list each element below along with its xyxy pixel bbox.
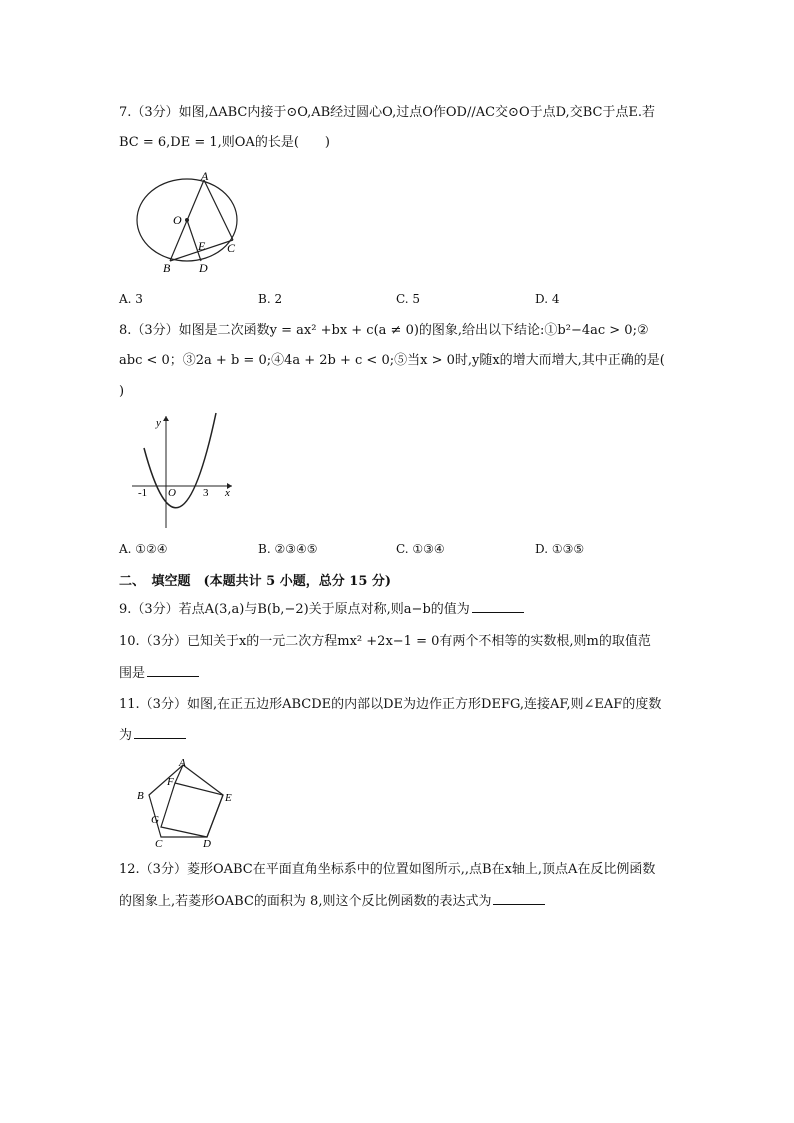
q11-answer-blank[interactable]	[134, 726, 186, 739]
label-y: y	[156, 417, 161, 429]
q8-figure	[128, 408, 248, 533]
q9-answer-blank[interactable]	[472, 600, 524, 613]
pentagon-abcde	[149, 765, 223, 837]
q11-text: 为	[119, 728, 133, 743]
y-axis-arrow	[163, 416, 169, 421]
label-neg1: -1	[138, 487, 148, 499]
segment-ac	[204, 180, 233, 240]
label-c: C	[227, 241, 236, 255]
q8-stem-line3: )	[119, 384, 125, 399]
label-b: B	[163, 261, 171, 275]
q7-option-a: A. 3	[119, 292, 143, 306]
q7-option-c: C. 5	[396, 292, 421, 306]
q10-stem-line1: 10.（3分）已知关于x的一元二次方程mx² +2x−1 = 0有两个不相等的实数根,则m的取值范	[119, 634, 651, 649]
q12-text: 的图象上,若菱形OABC的面积为 8,则这个反比例函数的表达式为	[119, 894, 492, 909]
center-point	[185, 218, 189, 222]
label-g: G	[151, 814, 159, 826]
label-a: A	[201, 170, 209, 183]
q11-stem-line2	[119, 726, 186, 746]
q10-stem-line2	[119, 664, 199, 684]
label-e: E	[225, 792, 232, 804]
label-c: C	[155, 838, 163, 849]
label-e: E	[198, 239, 206, 253]
q11-figure	[133, 757, 243, 849]
label-b: B	[137, 790, 144, 802]
q8-stem-line1: 8.（3分）如图是二次函数y = ax² +bx + c(a ≠ 0)的图象,给出以下结论:①b²−4ac > 0;②	[119, 323, 649, 338]
section-title: 二、 填空题 (本题共计 5 小题，总分 15 分)	[119, 574, 392, 589]
label-origin: O	[168, 487, 176, 499]
q12-stem-line2	[119, 892, 545, 912]
q9-text: 9.（3分）若点A(3,a)与B(b,−2)关于原点对称,则a−b的值为	[119, 602, 470, 617]
q12-stem-line1: 12.（3分）菱形OABC在平面直角坐标系中的位置如图所示,,点B在x轴上,顶点A在反比例函数	[119, 862, 656, 877]
q7-stem-line2: BC = 6,DE = 1,则OA的长是( )	[119, 135, 330, 150]
q10-answer-blank[interactable]	[147, 664, 199, 677]
label-f: F	[167, 776, 174, 788]
label-x: x	[225, 487, 230, 499]
label-d: D	[203, 838, 211, 849]
q7-figure	[135, 170, 245, 280]
q11-stem-line1: 11.（3分）如图,在正五边形ABCDE的内部以DE为边作正方形DEFG,连接AF,则∠EAF的度数	[119, 697, 662, 712]
q8-option-b: B. ②③④⑤	[258, 542, 318, 556]
q8-stem-line2: abc < 0；③2a + b = 0;④4a + 2b + c < 0;⑤当x > 0时,y随x的增大而增大,其中正确的是(	[119, 353, 665, 368]
q8-option-d: D. ①③⑤	[535, 542, 585, 556]
q7-stem-line1: 7.（3分）如图,ΔABC内接于⊙O,AB经过圆心O,过点O作OD//AC交⊙O于点D,交BC于点E.若	[119, 105, 656, 120]
q12-answer-blank[interactable]	[493, 892, 545, 905]
q7-option-d: D. 4	[535, 292, 560, 306]
label-a: A	[179, 757, 186, 769]
label-d: D	[199, 261, 208, 275]
square-defg	[161, 783, 223, 837]
q8-option-c: C. ①③④	[396, 542, 445, 556]
q9-stem	[119, 600, 524, 620]
q10-text: 围是	[119, 666, 146, 681]
label-o: O	[173, 213, 182, 227]
q8-option-a: A. ①②④	[119, 542, 168, 556]
label-three: 3	[203, 487, 209, 499]
q7-option-b: B. 2	[258, 292, 283, 306]
